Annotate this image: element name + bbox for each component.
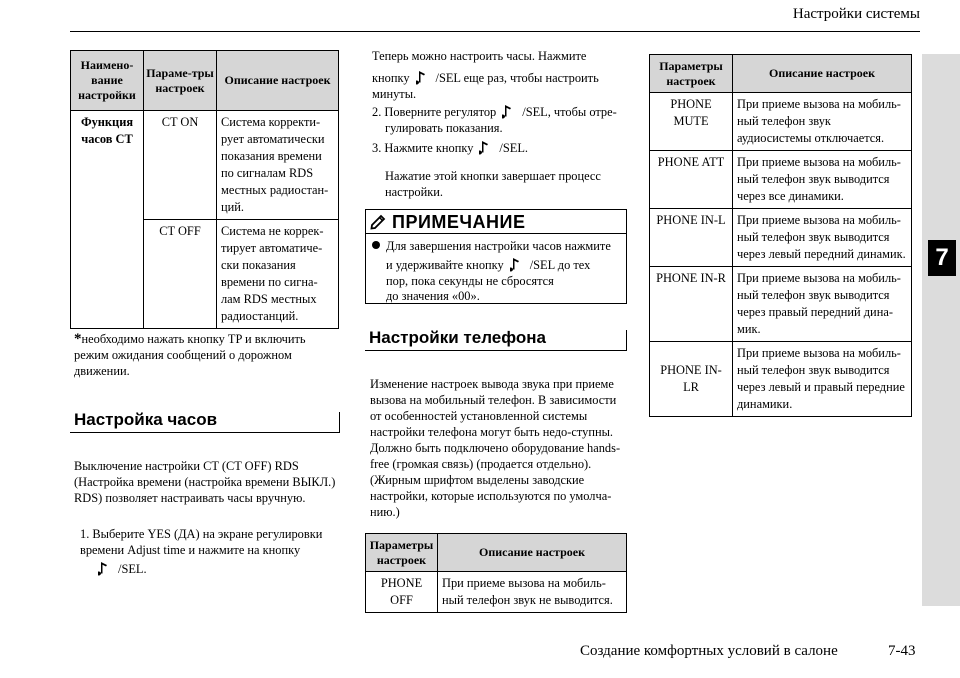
- middle-line-2-post: /SEL еще раз, чтобы настроить: [435, 71, 599, 85]
- clock-step-1-sel: [92, 561, 147, 577]
- desc-cell: При приеме вызова на мобиль-ный телефон звук выводится через левый и правый передние динамики.: [733, 342, 912, 417]
- step-2-post: /SEL, чтобы отре-: [522, 105, 617, 119]
- middle-line-2: [372, 70, 628, 86]
- note-line-2-post: /SEL до тех: [529, 258, 591, 272]
- param-cell: CT OFF: [144, 220, 217, 329]
- col-header-setting-name: Наимено-вание настройки: [71, 51, 144, 111]
- middle-line-2-pre: кнопку: [372, 71, 410, 85]
- table-row: [650, 209, 912, 267]
- desc-cell: При приеме вызова на мобиль-ный телефон звук выводится через правый передний дина-мик.: [733, 267, 912, 342]
- note-line-4: до значения «00».: [386, 289, 480, 303]
- table-row: [650, 93, 912, 151]
- clock-step-2-line-2: гулировать показания.: [385, 121, 503, 135]
- phone-settings-table-small: [365, 533, 627, 613]
- chapter-side-tab: [922, 54, 960, 606]
- clock-step-2: [372, 104, 628, 120]
- note-header: [366, 210, 626, 234]
- footnote: [74, 331, 342, 379]
- music-note-icon: [479, 140, 491, 155]
- phone-settings-table: [649, 54, 912, 417]
- desc-cell: При приеме вызова на мобиль-ный телефон звук аудиосистемы отключается.: [733, 93, 912, 151]
- note-title: ПРИМЕЧАНИЕ: [392, 211, 526, 232]
- step-3-pre: Нажмите кнопку: [384, 141, 474, 155]
- table-row: [71, 111, 339, 220]
- param-cell: CT ON: [144, 111, 217, 220]
- note-box: [365, 209, 627, 304]
- table-row: [650, 342, 912, 417]
- music-note-icon: [510, 257, 522, 272]
- footer-page-number: 7-43: [888, 643, 916, 659]
- header-divider: [70, 31, 920, 32]
- step-number: 1.: [80, 527, 90, 541]
- footnote-star: *: [74, 331, 82, 347]
- step-number: 3.: [372, 141, 382, 155]
- param-cell: PHONE IN-R: [650, 267, 733, 342]
- param-cell: PHONE MUTE: [650, 93, 733, 151]
- desc-cell: Система не коррек-тирует автоматиче-ски показания времени по сигна-лам RDS местных радиостанций.: [217, 220, 339, 329]
- col-header-description: Описание настроек: [733, 55, 912, 93]
- step-text: Выберите YES (ДА) на экране регулировки времени Adjust time и нажмите на кнопку: [80, 527, 323, 557]
- col-header-parameters: Параметры настроек: [366, 534, 438, 572]
- section-title-phone: Настройки телефона: [365, 330, 627, 351]
- col-header-description: Описание настроек: [217, 51, 339, 111]
- note-pencil-icon: [370, 214, 386, 230]
- bullet-icon: [372, 241, 380, 249]
- middle-line-1: Теперь можно настроить часы. Нажмите: [372, 49, 587, 63]
- param-cell: PHONE ATT: [650, 151, 733, 209]
- desc-cell: Система корректи-рует автоматически показания времени по сигналам RDS местных радиостан-ций.: [217, 111, 339, 220]
- param-cell: PHONE OFF: [366, 572, 438, 613]
- step-number: 2.: [372, 105, 382, 119]
- table-header-row: [71, 51, 339, 111]
- page-header-title: Настройки системы: [792, 6, 920, 22]
- note-line-2-pre: и удерживайте кнопку: [386, 258, 504, 272]
- col-header-parameters: Параме-тры настроек: [144, 51, 217, 111]
- note-line-2: [386, 257, 626, 273]
- sel-label: /SEL.: [118, 562, 147, 576]
- section-title-clock: Настройка часов: [70, 412, 340, 433]
- table-row: [650, 267, 912, 342]
- phone-intro-text: Изменение настроек вывода звука при приеме вызова на мобильный телефон. В зависимости от особенностей установленной системы настройки телефона могут быть недо-ступны. Должно быть подключено оборудование hands-free (громкая связь) (продается отдельно). (Жирным шрифтом выделены заводские настройки, которые используются по умолча-нию.): [370, 377, 621, 519]
- param-cell: PHONE IN-L: [650, 209, 733, 267]
- table-row: [650, 151, 912, 209]
- desc-cell: При приеме вызова на мобиль-ный телефон звук не выводится.: [438, 572, 627, 613]
- clock-intro-text: Выключение настройки CT (CT OFF) RDS (Настройка времени (настройка времени ВЫКЛ.) RDS) позволяет настраивать часы вручную.: [74, 459, 336, 505]
- desc-cell: При приеме вызова на мобиль-ный телефон звук выводится через все динамики.: [733, 151, 912, 209]
- row-label-ct-function: Функция часов CT: [71, 111, 144, 329]
- footnote-text: необходимо нажать кнопку TP и включить режим ожидания сообщений о дорожном движении.: [74, 332, 306, 378]
- music-note-icon: [416, 70, 428, 85]
- param-cell: PHONE IN-LR: [650, 342, 733, 417]
- col-header-parameters: Параметры настроек: [650, 55, 733, 93]
- note-line-3: пор, пока секунды не сбросятся: [386, 274, 554, 288]
- middle-line-3: минуты.: [372, 87, 417, 101]
- chapter-number: 7: [928, 240, 956, 276]
- clock-step-1: [80, 526, 342, 558]
- note-line-1: Для завершения настройки часов нажмите: [386, 239, 611, 253]
- note-bullet: [372, 238, 626, 254]
- table-header-row: [366, 534, 627, 572]
- desc-cell: При приеме вызова на мобиль-ный телефон звук выводится через левый передний динамик.: [733, 209, 912, 267]
- table-row: [366, 572, 627, 613]
- music-note-icon: [98, 561, 110, 576]
- music-note-icon: [502, 104, 514, 119]
- table-header-row: [650, 55, 912, 93]
- step-2-pre: Поверните регулятор: [384, 105, 497, 119]
- footer-section-title: Создание комфортных условий в салоне: [580, 643, 838, 659]
- clock-finish-text: Нажатие этой кнопки завершает процесс настройки.: [385, 169, 601, 199]
- col-header-description: Описание настроек: [438, 534, 627, 572]
- step-3-post: /SEL.: [499, 141, 528, 155]
- clock-step-3: [372, 140, 628, 156]
- clock-settings-table: [70, 50, 339, 329]
